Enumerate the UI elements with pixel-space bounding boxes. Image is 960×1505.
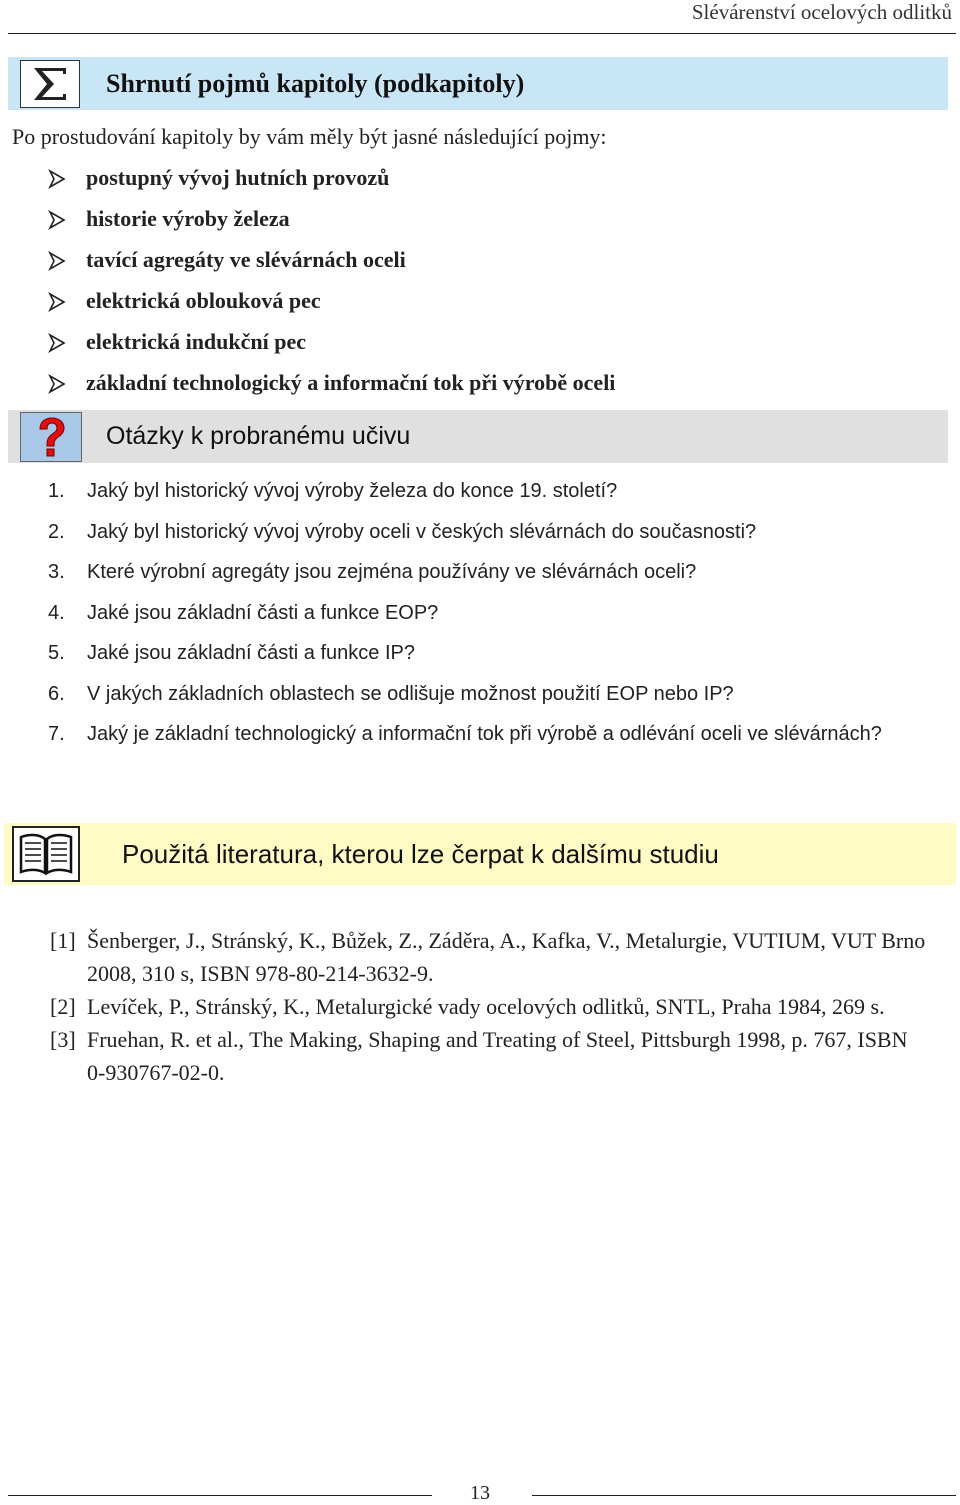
page-number: 13 [470, 1482, 490, 1504]
summary-intro: Po prostudování kapitoly by vám měly být jasné následující pojmy: [12, 124, 607, 149]
running-header: Slévárenství ocelových odlitků [691, 0, 952, 24]
open-book-icon [12, 826, 80, 882]
question-text: Jaký je základní technologický a informační tok při výrobě a odlévání oceli ve slévárnách? [87, 723, 882, 745]
reference-number: [2] [50, 994, 76, 1019]
terms-list [48, 165, 615, 411]
reference-number: [3] [50, 1027, 76, 1052]
list-item [48, 370, 615, 411]
list-item [48, 247, 615, 288]
summary-heading: Shrnutí pojmů kapitoly (podkapitoly) [106, 69, 525, 98]
arrowhead-bullet-icon [48, 247, 86, 271]
question-text: Jaké jsou základní části a funkce EOP? [87, 601, 439, 624]
arrowhead-bullet-icon [48, 370, 86, 394]
reference-text: Šenberger, J., Stránský, K., Bůžek, Z., Záděra, A., Kafka, V., Metalurgie, VUTIUM, VUT Brno 2008, 310 s, ISBN 978-80-214-3632-9. [87, 928, 926, 986]
list-item [48, 599, 954, 628]
list-item [48, 288, 615, 329]
question-text: Jaké jsou základní části a funkce IP? [87, 642, 415, 664]
question-text: V jakých základních oblastech se odlišuje možnost použití EOP nebo IP? [87, 682, 734, 705]
term-text: tavící agregáty ve slévárnách oceli [86, 247, 406, 272]
term-text: postupný vývoj hutních provozů [86, 165, 390, 190]
header-rule [8, 33, 956, 34]
term-text: základní technologický a informační tok při výrobě oceli [86, 370, 616, 395]
question-number: 3. [48, 561, 65, 583]
references-list [50, 924, 930, 1089]
reference-text: Fruehan, R. et al., The Making, Shaping and Treating of Steel, Pittsburgh 1998, p. 767, ISBN 0-930767-02-0. [87, 1027, 908, 1085]
question-number: 2. [48, 520, 65, 543]
question-text: Jaký byl historický vývoj výroby oceli v českých slévárnách do současnosti? [87, 520, 757, 543]
reference-number: [1] [50, 928, 76, 953]
list-item [50, 1023, 930, 1089]
list-item [48, 206, 615, 247]
question-number: 5. [48, 642, 65, 664]
list-item [48, 639, 954, 668]
arrowhead-bullet-icon [48, 329, 86, 353]
list-item [48, 477, 954, 506]
question-mark-icon [20, 412, 82, 462]
question-number: 7. [48, 723, 65, 745]
question-number: 4. [48, 601, 65, 624]
sigma-icon [20, 60, 80, 108]
question-number: 6. [48, 682, 65, 705]
questions-banner [8, 410, 948, 463]
question-text: Jaký byl historický vývoj výroby železa do konce 19. století? [87, 480, 618, 502]
list-item [48, 680, 954, 709]
arrowhead-bullet-icon [48, 165, 86, 189]
list-item [48, 329, 615, 370]
arrowhead-bullet-icon [48, 288, 86, 312]
list-item [48, 720, 954, 749]
summary-banner [8, 57, 948, 110]
list-item [48, 518, 954, 547]
list-item [50, 990, 930, 1023]
questions-list [48, 477, 954, 761]
question-number: 1. [48, 480, 65, 502]
arrowhead-bullet-icon [48, 206, 86, 230]
question-text: Které výrobní agregáty jsou zejména používány ve slévárnách oceli? [87, 561, 697, 583]
literature-heading: Použitá literatura, kterou lze čerpat k dalšímu studiu [122, 839, 719, 869]
term-text: elektrická indukční pec [86, 329, 307, 354]
questions-heading: Otázky k probranému učivu [106, 422, 411, 450]
term-text: historie výroby železa [86, 206, 290, 231]
literature-banner [4, 823, 956, 885]
list-item [50, 924, 930, 990]
list-item [48, 165, 615, 206]
term-text: elektrická oblouková pec [86, 288, 321, 313]
reference-text: Levíček, P., Stránský, K., Metalurgické vady ocelových odlitků, SNTL, Praha 1984, 269 s. [87, 994, 885, 1019]
list-item [48, 558, 954, 587]
